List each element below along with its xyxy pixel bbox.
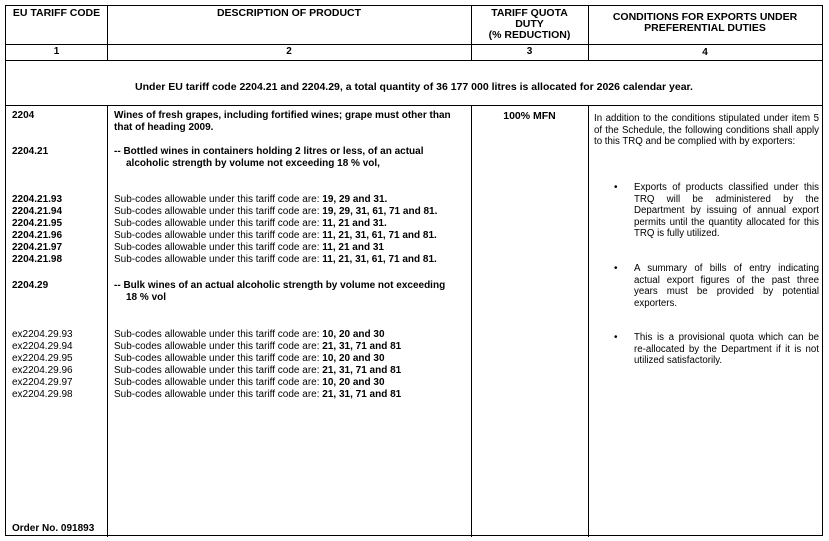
desc-2204-29-line2: 18 % vol: [126, 292, 167, 303]
subcode-values: 11, 21 and 31: [322, 242, 384, 253]
subcode-prefix: Sub-codes allowable under this tariff code are:: [114, 329, 323, 340]
tariff-code: 2204.21.94: [12, 206, 63, 217]
subcode-text: [114, 341, 401, 353]
subcode-prefix: Sub-codes allowable under this tariff code are:: [114, 389, 323, 400]
col-divider-1-body: [107, 106, 108, 537]
tariff-code: ex2204.29.98: [12, 389, 73, 400]
subcode-values: 21, 31, 71 and 81: [322, 365, 402, 376]
tariff-code: ex2204.29.97: [12, 377, 73, 388]
header-col4-line1: CONDITIONS FOR EXPORTS UNDER: [612, 11, 798, 23]
subcode-text: [114, 353, 385, 365]
col-divider-3-body: [588, 106, 589, 537]
subcode-prefix: Sub-codes allowable under this tariff code are:: [114, 242, 323, 253]
header-col3-line2: DUTY: [515, 18, 544, 30]
subcode-text: [114, 206, 437, 218]
subcode-prefix: Sub-codes allowable under this tariff code are:: [114, 353, 323, 364]
code-2204: 2204: [12, 110, 35, 121]
header-col3-line1: TARIFF QUOTA: [491, 7, 568, 19]
subcode-values: 11, 21, 31, 61, 71 and 81.: [322, 254, 437, 265]
tariff-code: ex2204.29.93: [12, 329, 73, 340]
tariff-code: 2204.21.98: [12, 254, 63, 265]
subcode-values: 19, 29 and 31.: [322, 194, 388, 205]
subcode-text: [114, 254, 437, 266]
tariff-code: ex2204.29.94: [12, 341, 73, 352]
tariff-code: ex2204.29.96: [12, 365, 73, 376]
conditions-intro: In addition to the conditions stipulated under item 5 of the Schedule, the following conditions shall apply to this TRQ and be complied with by exporters:: [594, 113, 819, 148]
desc-2204-29-line1: -- Bulk wines of an actual alcoholic strength by volume not exceeding: [114, 280, 446, 291]
code-2204-21: 2204.21: [12, 146, 49, 157]
bullet-3-icon: •: [614, 332, 618, 343]
desc-2204-line1: Wines of fresh grapes, including fortified wines; grape must other than: [114, 110, 451, 121]
column-number-2: 2: [286, 46, 292, 57]
subcode-prefix: Sub-codes allowable under this tariff code are:: [114, 194, 323, 205]
column-number-1: 1: [53, 46, 60, 57]
desc-2204-21-line2: alcoholic strength by volume not exceeding 18 % vol,: [126, 158, 380, 169]
subcode-text: [114, 329, 385, 341]
header-eu-tariff-code: EU TARIFF CODE: [12, 7, 101, 19]
subcode-text: [114, 377, 385, 389]
tariff-code: 2204.21.93: [12, 194, 63, 205]
condition-bullet-1: Exports of products classified under this TRQ will be administered by the Department by issuing of annual export permits until the quantity allocated for this TRQ is fully utilized.: [634, 182, 819, 240]
header-description: DESCRIPTION OF PRODUCT: [216, 7, 362, 19]
desc-2204-line2: that of heading 2009.: [114, 122, 214, 133]
subcode-prefix: Sub-codes allowable under this tariff code are:: [114, 218, 323, 229]
desc-2204-21-line1: -- Bottled wines in containers holding 2 litres or less, of an actual: [114, 146, 424, 157]
allocation-note: Under EU tariff code 2204.21 and 2204.29, a total quantity of 36 177 000 litres is allocated for 2026 calendar year.: [135, 81, 693, 93]
header-divider: [6, 44, 822, 45]
header-col3-line3: (% REDUCTION): [488, 29, 571, 41]
bullet-1-icon: •: [614, 182, 618, 193]
subcode-values: 11, 21 and 31.: [322, 218, 387, 229]
subcode-prefix: Sub-codes allowable under this tariff code are:: [114, 206, 323, 217]
code-2204-29: 2204.29: [12, 280, 49, 291]
subcode-text: [114, 242, 384, 254]
column-number-3: 3: [526, 46, 533, 57]
subcode-text: [114, 230, 437, 242]
tariff-table: [5, 5, 823, 536]
subcode-values: 10, 20 and 30: [322, 353, 385, 364]
condition-bullet-3: This is a provisional quota which can be re-allocated by the Department if it is not utilized satisfactorily.: [634, 332, 819, 367]
tariff-code: 2204.21.96: [12, 230, 63, 241]
subcode-text: [114, 194, 387, 206]
subcode-prefix: Sub-codes allowable under this tariff code are:: [114, 230, 323, 241]
column-number-divider: [6, 60, 822, 61]
duty-value: 100% MFN: [503, 110, 556, 122]
subcode-prefix: Sub-codes allowable under this tariff code are:: [114, 341, 323, 352]
allocation-divider: [6, 105, 822, 106]
subcode-text: [114, 365, 401, 377]
subcode-values: 21, 31, 71 and 81: [322, 341, 402, 352]
subcode-values: 19, 29, 31, 61, 71 and 81.: [322, 206, 438, 217]
bullet-2-icon: •: [614, 263, 618, 274]
subcode-values: 10, 20 and 30: [322, 377, 385, 388]
condition-bullet-2: A summary of bills of entry indicating actual export figures of the past three years must be provided by potential exporters.: [634, 263, 819, 309]
subcode-text: [114, 389, 401, 401]
tariff-code: 2204.21.97: [12, 242, 63, 253]
order-number: Order No. 091893: [12, 523, 95, 534]
header-col4-line2: PREFERENTIAL DUTIES: [644, 22, 766, 34]
tariff-code: ex2204.29.95: [12, 353, 73, 364]
subcode-values: 21, 31, 71 and 81: [322, 389, 402, 400]
subcode-values: 10, 20 and 30: [322, 329, 385, 340]
column-number-4: 4: [702, 47, 708, 58]
tariff-code: 2204.21.95: [12, 218, 63, 229]
col-divider-2-body: [471, 106, 472, 537]
subcode-values: 11, 21, 31, 61, 71 and 81.: [322, 230, 437, 241]
subcode-text: [114, 218, 387, 230]
subcode-prefix: Sub-codes allowable under this tariff code are:: [114, 254, 323, 265]
header-tariff-quota-duty: [471, 8, 588, 41]
subcode-prefix: Sub-codes allowable under this tariff code are:: [114, 377, 323, 388]
subcode-prefix: Sub-codes allowable under this tariff code are:: [114, 365, 323, 376]
header-conditions: [588, 12, 822, 34]
